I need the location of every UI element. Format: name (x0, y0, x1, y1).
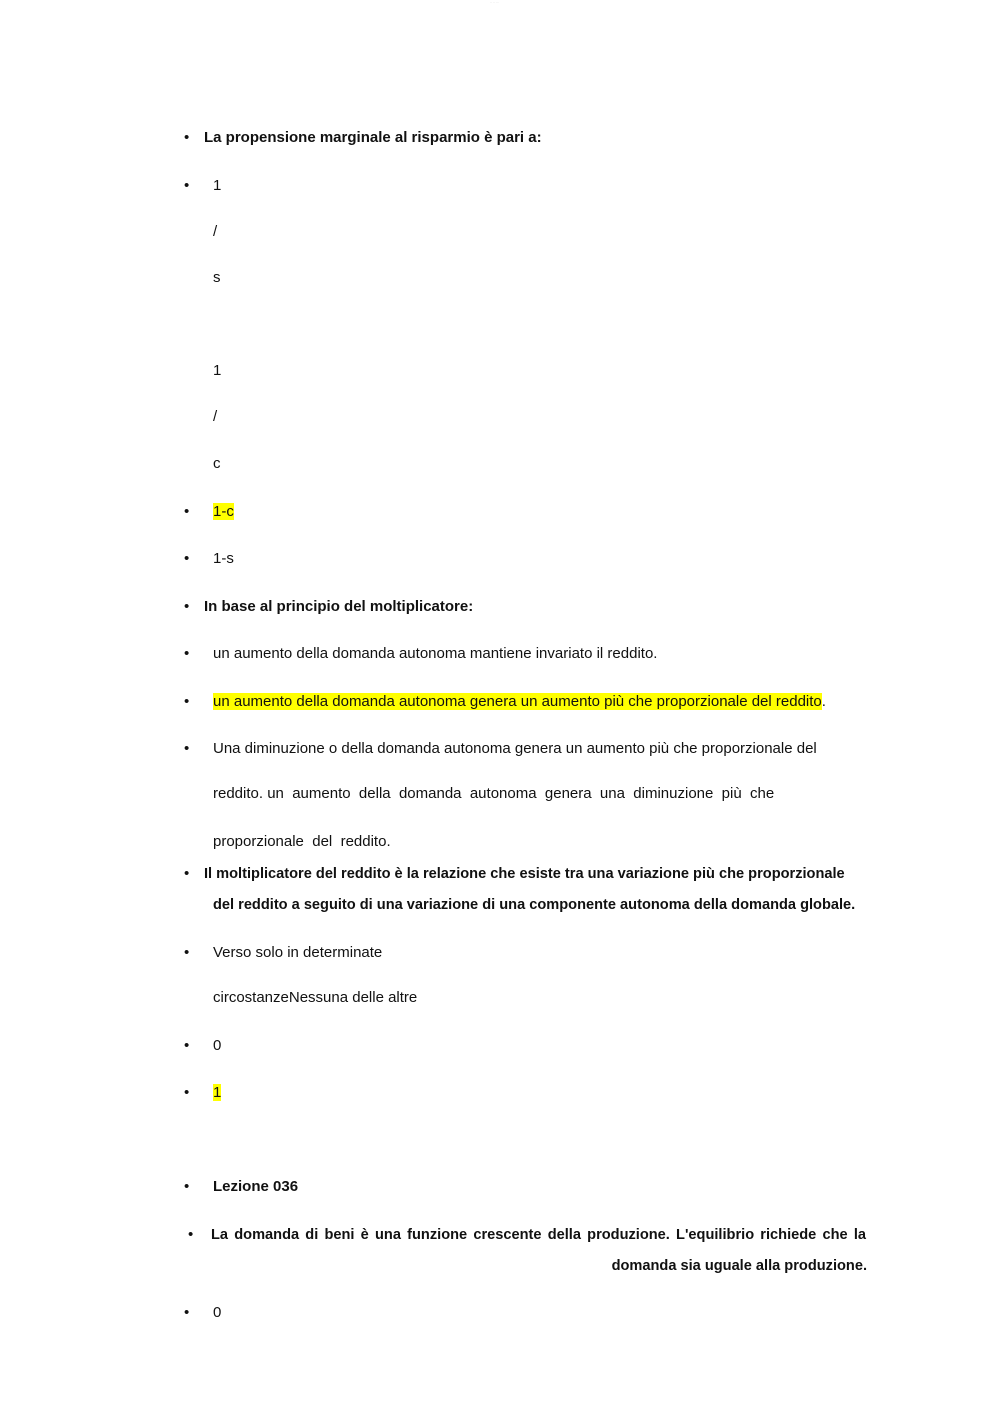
answer-option: circostanzeNessuna delle altre (213, 989, 418, 1006)
bullet: • (184, 693, 190, 710)
bullet: • (184, 177, 190, 194)
bullet: • (188, 1226, 194, 1243)
bullet: • (184, 598, 190, 615)
correct-answer (213, 1083, 221, 1103)
question-text: In base al principio del moltiplicatore: (204, 598, 474, 615)
answer-option: 1-s (213, 550, 234, 567)
highlighted-text: un aumento della domanda autonoma genera un aumento più che proporzionale del reddito (213, 693, 822, 710)
answer-option: 1 (213, 362, 222, 379)
bullet: • (184, 129, 190, 146)
answer-option: / (213, 408, 218, 425)
bullet: • (184, 1304, 190, 1321)
answer-option: / (213, 223, 218, 240)
answer-option: reddito. un aumento della domanda autonoma genera una diminuzione più che (213, 785, 775, 802)
bullet: • (184, 740, 190, 757)
bullet: • (184, 503, 190, 520)
bullet: • (184, 645, 190, 662)
answer-option: s (213, 269, 221, 286)
highlighted-text: 1 (213, 1084, 222, 1101)
highlighted-text: 1-c (213, 503, 234, 520)
correct-answer (213, 502, 234, 522)
bullet: • (184, 944, 190, 961)
bullet: • (184, 1037, 190, 1054)
trailing-punctuation: . (821, 693, 826, 710)
question-text: La propensione marginale al risparmio è pari a: (204, 129, 542, 146)
section-heading: Lezione 036 (213, 1178, 299, 1195)
answer-option: c (213, 455, 221, 472)
question-text: Il moltiplicatore del reddito è la relazione che esiste tra una variazione più che proporzionale (204, 866, 845, 882)
question-text-continued: del reddito a seguito di una variazione di una componente autonoma della domanda globale. (213, 897, 856, 913)
question-text: La domanda di beni è una funzione crescente della produzione. L'equilibrio richiede che la (211, 1227, 866, 1243)
answer-option: proporzionale del reddito. (213, 833, 391, 850)
bullet: • (184, 1084, 190, 1101)
bullet: • (184, 550, 190, 567)
answer-option: 0 (213, 1304, 222, 1321)
answer-option: un aumento della domanda autonoma mantiene invariato il reddito. (213, 645, 658, 662)
bullet: • (184, 1178, 190, 1195)
answer-option: 0 (213, 1037, 222, 1054)
answer-option: 1 (213, 177, 222, 194)
header-mark: ·· ·· ··· (490, 0, 499, 4)
answer-option: Verso solo in determinate (213, 944, 383, 961)
answer-option: Una diminuzione o della domanda autonoma genera un aumento più che proporzionale del (213, 740, 817, 757)
bullet: • (184, 865, 190, 882)
correct-answer (213, 692, 826, 712)
question-text-continued: domanda sia uguale alla produzione. (611, 1258, 867, 1274)
